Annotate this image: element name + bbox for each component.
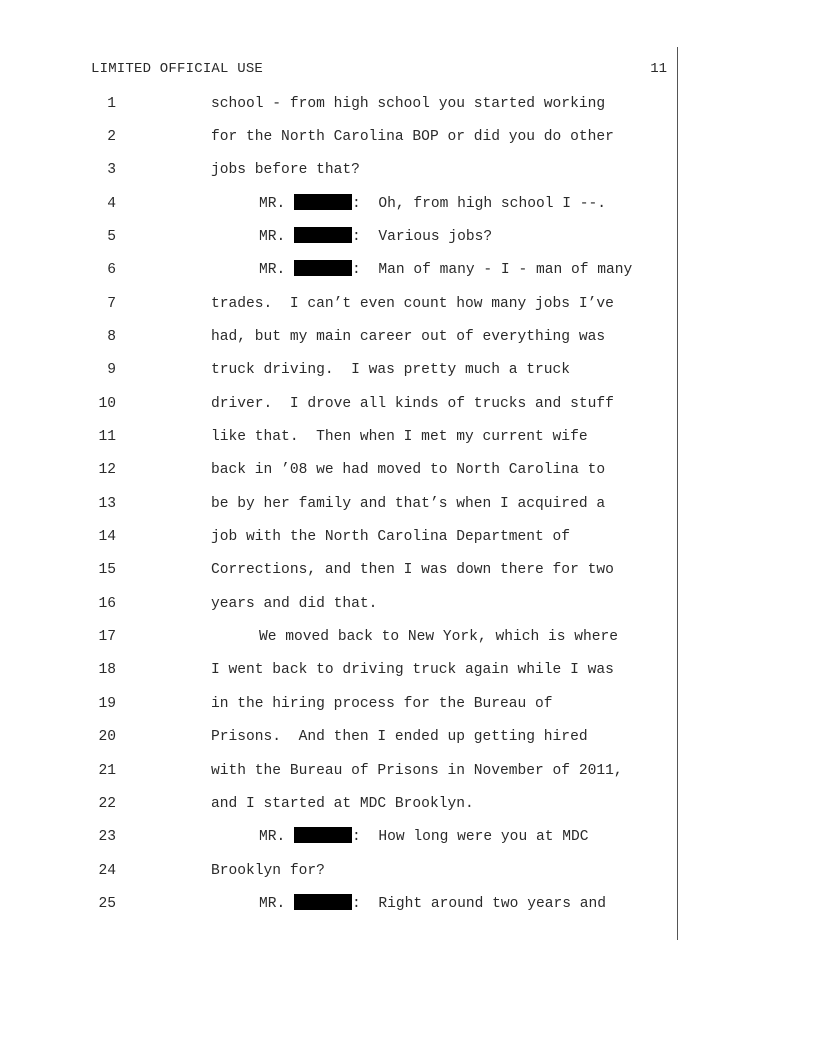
- transcript-line: [0, 861, 816, 881]
- speaker-title: MR.: [259, 228, 286, 245]
- line-number: 21: [98, 762, 116, 779]
- transcript-line: [0, 360, 816, 380]
- line-text: [211, 660, 614, 680]
- line-number: 20: [98, 729, 116, 746]
- line-number: 7: [107, 295, 116, 312]
- speaker-line-text: [259, 194, 606, 214]
- line-number: 8: [107, 328, 116, 345]
- redacted-name: [294, 260, 352, 276]
- transcript-line: [0, 160, 816, 180]
- line-number: 19: [98, 695, 116, 712]
- line-text: [211, 94, 605, 114]
- line-number: 14: [98, 529, 116, 546]
- line-content: truck driving. I was pretty much a truck: [211, 362, 571, 379]
- line-text: [211, 294, 614, 314]
- line-content: Brooklyn for?: [211, 862, 325, 879]
- speaker-title: MR.: [259, 195, 286, 212]
- line-number: 1: [107, 95, 116, 112]
- line-text: [211, 861, 325, 881]
- line-number: 11: [98, 429, 116, 445]
- transcript-line: [0, 460, 816, 480]
- line-content: with the Bureau of Prisons in November of 2011,: [211, 762, 623, 779]
- line-text: [211, 360, 570, 380]
- line-text: [259, 627, 618, 647]
- line-text: [211, 494, 605, 514]
- line-text: [211, 160, 360, 180]
- classification-header: LIMITED OFFICIAL USE: [91, 61, 264, 77]
- line-text: [211, 460, 605, 480]
- transcript-line: [0, 94, 816, 114]
- transcript-line: [0, 694, 816, 714]
- transcript-line: [0, 427, 816, 447]
- transcript-line: [0, 560, 816, 580]
- line-number: 22: [98, 795, 116, 812]
- line-number: 12: [98, 462, 116, 479]
- line-text: [211, 560, 614, 580]
- transcript-line: [0, 894, 816, 914]
- line-content: like that. Then when I met my current wife: [211, 429, 588, 445]
- transcript-line: [0, 594, 816, 614]
- line-number: 24: [98, 862, 116, 879]
- line-content: back in ’08 we had moved to North Carolina to: [211, 462, 606, 479]
- line-number: 13: [98, 495, 116, 512]
- transcript-line: [0, 260, 816, 280]
- line-text: [211, 427, 588, 447]
- line-content: : Right around two years and: [352, 895, 607, 912]
- line-number: 16: [98, 595, 116, 612]
- transcript-line: [0, 660, 816, 680]
- speaker-title: MR.: [259, 895, 286, 912]
- line-content: Corrections, and then I was down there for two: [211, 562, 614, 579]
- line-number: 2: [107, 128, 116, 145]
- redacted-name: [294, 227, 352, 243]
- line-content: for the North Carolina BOP or did you do other: [211, 128, 614, 145]
- transcript-line: [0, 761, 816, 781]
- line-number: 3: [107, 162, 116, 179]
- line-content: had, but my main career out of everything was: [211, 328, 606, 345]
- line-number: 6: [107, 262, 116, 279]
- line-number: 15: [98, 562, 116, 579]
- line-number: 23: [98, 829, 116, 846]
- line-content: : Various jobs?: [352, 228, 493, 245]
- redacted-name: [294, 894, 352, 910]
- line-text: [211, 694, 553, 714]
- transcript-line: [0, 327, 816, 347]
- redacted-name: [294, 827, 352, 843]
- line-text: [211, 327, 605, 347]
- line-text: [211, 127, 614, 147]
- speaker-title: MR.: [259, 829, 286, 846]
- line-number: 10: [98, 395, 116, 412]
- transcript-line: [0, 227, 816, 247]
- line-text: [211, 761, 623, 781]
- line-number: 17: [98, 629, 116, 646]
- redacted-name: [294, 194, 352, 210]
- speaker-line-text: [259, 260, 632, 280]
- speaker-line-text: [259, 827, 589, 847]
- line-text: [211, 594, 377, 614]
- line-number: 18: [98, 662, 116, 679]
- line-content: and I started at MDC Brooklyn.: [211, 795, 474, 812]
- line-text: [211, 394, 614, 414]
- transcript-line: [0, 727, 816, 747]
- line-content: years and did that.: [211, 595, 378, 612]
- transcript-line: [0, 194, 816, 214]
- line-content: Prisons. And then I ended up getting hired: [211, 729, 588, 746]
- line-number: 25: [98, 895, 116, 912]
- transcript-line: [0, 627, 816, 647]
- line-content: I went back to driving truck again while I was: [211, 662, 614, 679]
- transcript-line: [0, 394, 816, 414]
- line-number: 9: [107, 362, 116, 379]
- line-number: 4: [107, 195, 116, 212]
- speaker-line-text: [259, 894, 606, 914]
- line-content: driver. I drove all kinds of trucks and stuff: [211, 395, 614, 412]
- transcript-line: [0, 794, 816, 814]
- transcript-line: [0, 294, 816, 314]
- transcript-line: [0, 527, 816, 547]
- page-number: 11: [650, 61, 667, 77]
- line-text: [211, 794, 474, 814]
- transcript-line: [0, 494, 816, 514]
- transcript-line: [0, 827, 816, 847]
- line-content: be by her family and that’s when I acquired a: [211, 495, 606, 512]
- transcript-line: [0, 127, 816, 147]
- line-content: trades. I can’t even count how many jobs I’ve: [211, 295, 614, 312]
- line-content: job with the North Carolina Department of: [211, 529, 571, 546]
- line-text: [211, 527, 570, 547]
- speaker-title: MR.: [259, 262, 286, 279]
- line-content: jobs before that?: [211, 162, 360, 179]
- line-content: : Man of many - I - man of many: [352, 262, 633, 279]
- line-number: 5: [107, 228, 116, 245]
- line-content: : Oh, from high school I --.: [352, 195, 607, 212]
- line-content: We moved back to New York, which is where: [259, 629, 619, 646]
- line-content: in the hiring process for the Bureau of: [211, 695, 553, 712]
- speaker-line-text: [259, 227, 492, 247]
- line-text: [211, 727, 588, 747]
- line-content: school - from high school you started working: [211, 95, 606, 112]
- line-content: : How long were you at MDC: [352, 829, 589, 846]
